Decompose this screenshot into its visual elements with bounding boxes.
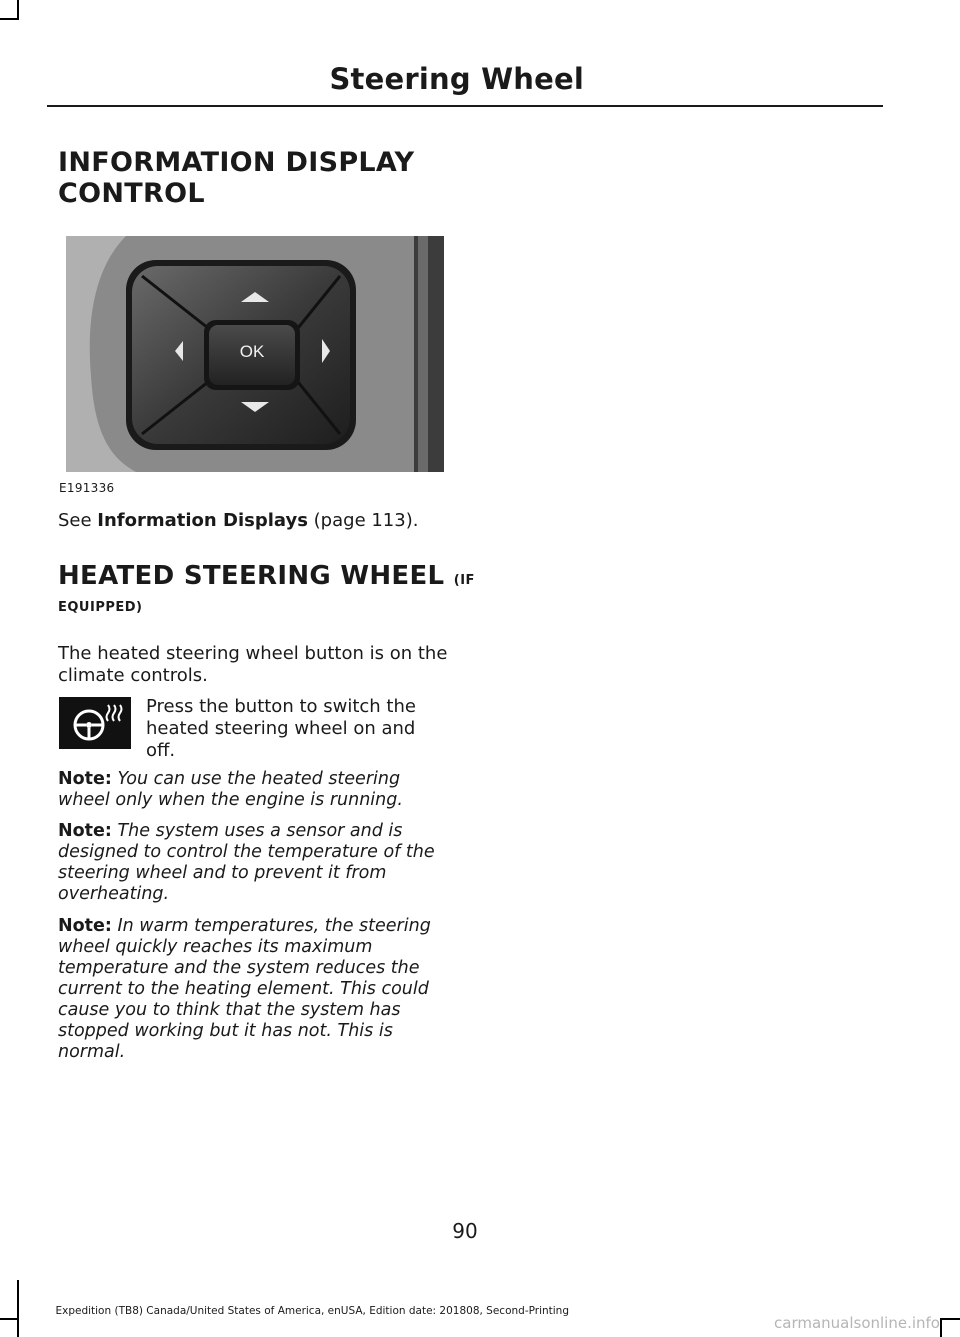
crop-mark (0, 18, 19, 20)
crop-mark (17, 0, 19, 20)
see-reference: See Information Displays (page 113). (58, 510, 419, 531)
press-button-text: Press the button to switch the heated steering wheel on and off. (146, 696, 416, 761)
note-1: Note: You can use the heated steering wheel only when the engine is running. (58, 769, 403, 810)
page-number: 90 (452, 1219, 478, 1243)
crop-mark (0, 1318, 19, 1320)
section-heading-information-display: INFORMATION DISPLAY CONTROL (58, 147, 415, 209)
section-heading-heated-steering-wheel: HEATED STEERING WHEEL (IF (58, 561, 475, 591)
page-header-title: Steering Wheel (329, 62, 584, 96)
edition-footer: Expedition (TB8) Canada/United States of America, enUSA, Edition date: 201808, Second-Printing (55, 1305, 569, 1317)
information-displays-link[interactable]: Information Displays (97, 510, 308, 531)
figure-id: E191336 (59, 481, 115, 495)
watermark: carmanualsonline.info (774, 1314, 940, 1332)
heated-steering-wheel-icon (59, 697, 131, 749)
steering-wheel-control-figure (66, 236, 444, 472)
intro-paragraph: The heated steering wheel button is on the climate controls. (58, 643, 448, 686)
note-3: Note: In warm temperatures, the steering wheel quickly reaches its maximum temperature and the system reduces the current to the heating element. This could cause you to think that the system has stopped working but it has not. This is normal. (58, 916, 431, 1062)
crop-mark (940, 1318, 960, 1320)
note-2: Note: The system uses a sensor and is designed to control the temperature of the steering wheel and to prevent it from overheating. (58, 821, 435, 904)
header-divider (47, 105, 883, 107)
section-heading-suffix: EQUIPPED) (58, 600, 143, 615)
ok-button-label: OK (239, 342, 265, 361)
crop-mark (940, 1318, 942, 1337)
